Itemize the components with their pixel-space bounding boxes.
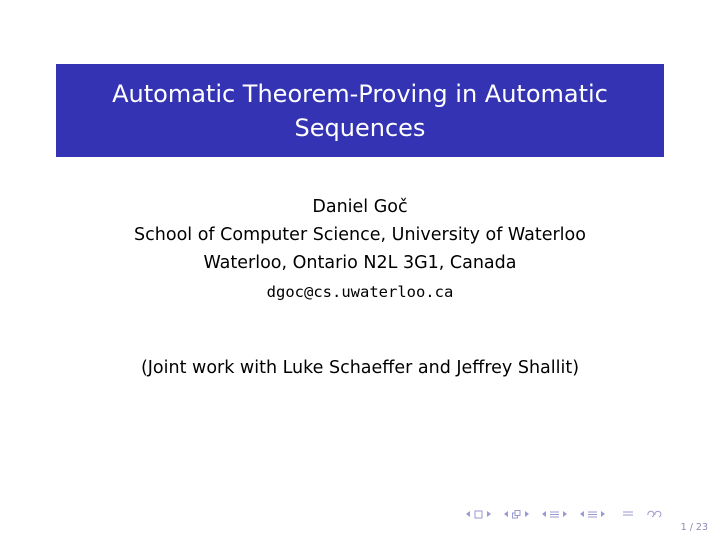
- prev-arrow-icon[interactable]: [542, 511, 546, 517]
- joint-work-note: (Joint work with Luke Schaeffer and Jeffrey Shallit): [140, 358, 580, 378]
- address: Waterloo, Ontario N2L 3G1, Canada: [203, 253, 517, 273]
- subsection-nav[interactable]: [502, 510, 531, 519]
- document-icon[interactable]: [588, 510, 597, 519]
- next-arrow-icon[interactable]: [601, 511, 605, 517]
- frame-icon[interactable]: [474, 510, 483, 519]
- prev-arrow-icon[interactable]: [580, 511, 584, 517]
- author-block: [0, 193, 720, 307]
- section-icon[interactable]: [550, 510, 559, 519]
- next-arrow-icon[interactable]: [563, 511, 567, 517]
- document-nav[interactable]: [578, 510, 607, 519]
- prev-arrow-icon[interactable]: [504, 511, 508, 517]
- align-icon[interactable]: [622, 509, 634, 519]
- email: dgoc@cs.uwaterloo.ca: [266, 283, 454, 301]
- next-arrow-icon[interactable]: [525, 511, 529, 517]
- page-number: 1 / 23: [680, 522, 708, 533]
- frame-nav[interactable]: [464, 510, 493, 519]
- affiliation: School of Computer Science, University of Waterloo: [134, 225, 586, 245]
- subsection-icon[interactable]: [512, 510, 521, 519]
- navigation-bar: [464, 507, 668, 521]
- search-icon[interactable]: [646, 509, 662, 519]
- slide-title-line-1: Automatic Theorem-Proving in Automatic: [112, 79, 608, 108]
- prev-arrow-icon[interactable]: [466, 511, 470, 517]
- title-box: [56, 64, 664, 157]
- next-arrow-icon[interactable]: [487, 511, 491, 517]
- section-nav[interactable]: [540, 510, 569, 519]
- author-name: Daniel Goč: [312, 197, 408, 217]
- slide-title-line-2: Sequences: [294, 113, 426, 142]
